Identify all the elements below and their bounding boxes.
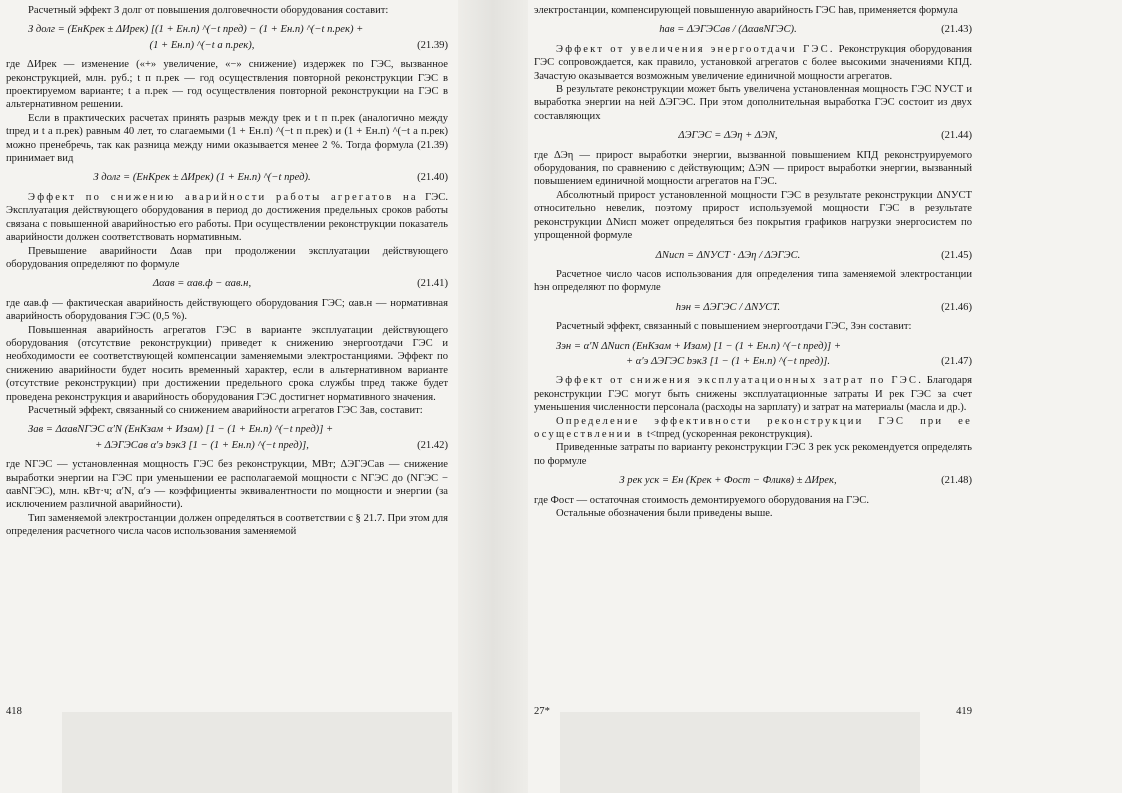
- page-number: 419: [956, 706, 972, 717]
- paragraph: Если в практических расчетах принять разрыв между tрек и t п п.рек (аналогично между tпред и t а п.рек) равным 40 лет, то слагаемыми (1 + Eн.п) ^(−t п п.рек) и (1 + Eн.п) ^(−t а п.рек) можно пренебречь, так как разница между ними оказывается менее 2 %. Тогда формула (21.39) принимает вид: [6, 112, 448, 165]
- equation-number: (21.48): [941, 475, 972, 487]
- paragraph: где αав.ф — фактическая аварийность действующего оборудования ГЭС; αав.н — нормативная аварийность оборудования ГЭС (0,5 %).: [6, 297, 448, 323]
- paragraph: Превышение аварийности Δαав при продолжении эксплуатации действующего оборудования определяют по формуле: [6, 245, 448, 270]
- formula: hав = ΔЭГЭСав / (ΔαавNГЭС).: [659, 24, 797, 36]
- paragraph: Расчетное число часов использования для определения типа заменяемой электростанции hэн определяют по формуле: [534, 268, 972, 294]
- paragraph: Расчетный эффект, связанный с повышением энергоотдачи ГЭС, Зэн составит:: [556, 321, 912, 333]
- section-heading: Эффект по снижению аварийности работы агрегатов на: [28, 191, 418, 203]
- paragraph: Расчетный эффект З долг от повышения долговечности оборудования составит:: [28, 5, 389, 16]
- equation-21-45: [534, 249, 972, 262]
- equation-21-43: [534, 23, 972, 36]
- paragraph: где ΔЭη — прирост выработки энергии, вызванной повышением КПД реконструируемого оборудования, по сравнению с действующим; ΔЭN — прирост выработки энергии, вызванный повышением единичной мощности агрегатов на ГЭС.: [534, 149, 972, 188]
- formula: hэн = ΔЭГЭС / ΔNУСТ.: [675, 301, 781, 313]
- equation-number: (21.45): [941, 249, 972, 261]
- paragraph: где Фост — остаточная стоимость демонтируемого оборудования на ГЭС.: [534, 494, 869, 506]
- paragraph: Остальные обозначения были приведены выше.: [556, 508, 773, 519]
- section-heading: Эффект от снижения эксплуатационных затрат по ГЭС.: [556, 375, 924, 387]
- equation-21-41: [6, 277, 448, 290]
- equation-number: (21.44): [941, 130, 972, 142]
- equation-21-39-cont: [6, 39, 448, 52]
- paragraph: где NГЭС — установленная мощность ГЭС без реконструкции, МВт; ΔЭГЭСав — снижение выработки энергии на ГЭС при уменьшении ее располагаемой мощности с NГЭС до (NГЭС − αавNГЭС), млн. кВт·ч; α′N, α′э — коэффициенты эквивалентности по мощности и энергии (за исключением различной аварийности).: [6, 459, 448, 511]
- paragraph-text: Благодаря реконструкции ГЭС могут быть снижены эксплуатационные затраты И рек ГЭС за счет уменьшения численности персонала (расходы на зарплату) и затрат на материалы (масла и др.).: [534, 375, 972, 414]
- paragraph: [534, 415, 972, 442]
- book-gutter: [458, 0, 528, 793]
- equation-number: (21.42): [417, 439, 448, 451]
- paragraph: Приведенные затраты по варианту реконструкции ГЭС З рек уск рекомендуется определять по формуле: [534, 442, 972, 467]
- signature-mark: 27*: [534, 706, 550, 717]
- equation-21-42: [6, 423, 448, 436]
- equation-21-47-cont: [534, 355, 972, 368]
- section-heading: Определение эффективности реконструкции ГЭС при ее осуществлении в: [534, 415, 972, 440]
- paragraph-text: t<tпред (ускоренная реконструкция).: [644, 428, 813, 440]
- equation-21-47: [534, 340, 972, 353]
- formula: Зэн = α′N ΔNисп (EнKзам + Изам) [1 − (1 + Eн.п) ^(−t пред)] +: [556, 340, 841, 352]
- paragraph: где ΔИрек — изменение («+» увеличение, «−» снижение) издержек по ГЭС, вызванное реконструкцией, млн. руб.; t п п.рек — год осуществления повторной реконструкции ГЭС в проектируемом варианте; t а п.рек — год осуществления повторной реконструкции на ГЭС в альтернативном решении.: [6, 59, 448, 111]
- formula: ΔNисп = ΔNУСТ · ΔЭη / ΔЭГЭС.: [655, 249, 801, 261]
- equation-number: (21.47): [941, 355, 972, 367]
- paragraph-text: ГЭС. Эксплуатация действующего оборудования в период до достижения предельных сроков работы связана с повышенной аварийностью его работы. При осуществлении реконструкции показатель аварийности должен соответствовать нормативным.: [6, 191, 449, 244]
- formula: ΔЭГЭС = ΔЭη + ΔЭN,: [678, 130, 778, 142]
- equation-21-44: [534, 129, 972, 142]
- page-right: [528, 0, 1122, 793]
- formula: (1 + Eн.п) ^(−t а п.рек),: [149, 39, 255, 51]
- equation-number: (21.39): [417, 39, 448, 51]
- formula: З рек уск = Eн (Kрек + Фост − Фликв) ± ΔИрек,: [619, 475, 837, 487]
- paragraph: Повышенная аварийность агрегатов ГЭС в варианте эксплуатации действующего оборудования (отсутствие реконструкции) приведет к снижению энергоотдачи ГЭС и необходимости ее соответствующей компенсации заменяемыми электростанциями. Эффект по снижению аварийности будет носить временный характер, если в альтернативном варианте (отсутствие реконструкции) при достижении предельного срока службы tпред также будет проведена реконструкция и аварийность оборудования ГЭС достигнет нормативного значения.: [6, 324, 448, 403]
- paragraph: Расчетный эффект, связанный со снижением аварийности агрегатов ГЭС Зав, составит:: [28, 404, 423, 416]
- paragraph-text: Реконструкция оборудования ГЭС сопровождается, как правило, установкой агрегатов с более высокими значениями КПД. Зачастую оказывается возможным увеличение единичной мощности агрегатов.: [534, 43, 972, 82]
- paragraph: Тип заменяемой электростанции должен определяться в соответствии с § 21.7. При этом для определения расчетного числа часов использования заменяемой: [6, 512, 448, 538]
- formula: + ΔЭГЭСав α′э bэкЗ [1 − (1 + Eн.п) ^(−t пред)],: [95, 439, 309, 451]
- paragraph: [6, 191, 448, 245]
- equation-number: (21.40): [417, 172, 448, 184]
- formula: Δαав = αав.ф − αав.н,: [152, 278, 252, 290]
- equation-21-40: [6, 171, 448, 184]
- paragraph: [534, 43, 972, 83]
- equation-number: (21.41): [417, 278, 448, 290]
- equation-21-48: [534, 474, 972, 487]
- equation-number: (21.46): [941, 301, 972, 313]
- formula: Зав = ΔαавNГЭС α′N (EнKзам + Изам) [1 − (1 + Eн.п) ^(−t пред)] +: [28, 424, 334, 436]
- paragraph: Абсолютный прирост установленной мощности ГЭС в результате реконструкции ΔNУСТ относительно невелик, поэтому прирост используемой мощности ГЭС в результате реконструкции ΔNисп может определяться без покрытия графиков нагрузки энергосистем по упрощенной формуле: [534, 189, 972, 242]
- paragraph: электростанции, компенсирующей повышенную аварийность ГЭС hав, применяется формула: [534, 5, 958, 16]
- section-heading: Эффект от увеличения энергоотдачи ГЭС.: [556, 43, 835, 55]
- formula: З долг = (EнKрек ± ΔИрек) [(1 + Eн.п) ^(−t пред) − (1 + Eн.п) ^(−t п.рек) +: [28, 24, 364, 36]
- paragraph: В результате реконструкции может быть увеличена установленная мощность ГЭС NУСТ и выработка энергии на ней ΔЭГЭС. При этом дополнительная выработка ГЭС состоит из двух составляющих: [534, 84, 972, 122]
- page-left: [0, 0, 458, 793]
- equation-21-42-cont: [6, 439, 448, 452]
- formula: З долг = (EнKрек ± ΔИрек) (1 + Eн.п) ^(−t пред).: [93, 172, 311, 184]
- equation-21-46: [534, 301, 972, 314]
- equation-number: (21.43): [941, 24, 972, 36]
- page-number: 418: [6, 706, 22, 717]
- formula: + α′э ΔЭГЭС bэкЗ [1 − (1 + Eн.п) ^(−t пред)].: [625, 355, 831, 367]
- equation-21-39: [6, 23, 448, 36]
- paragraph: [534, 374, 972, 414]
